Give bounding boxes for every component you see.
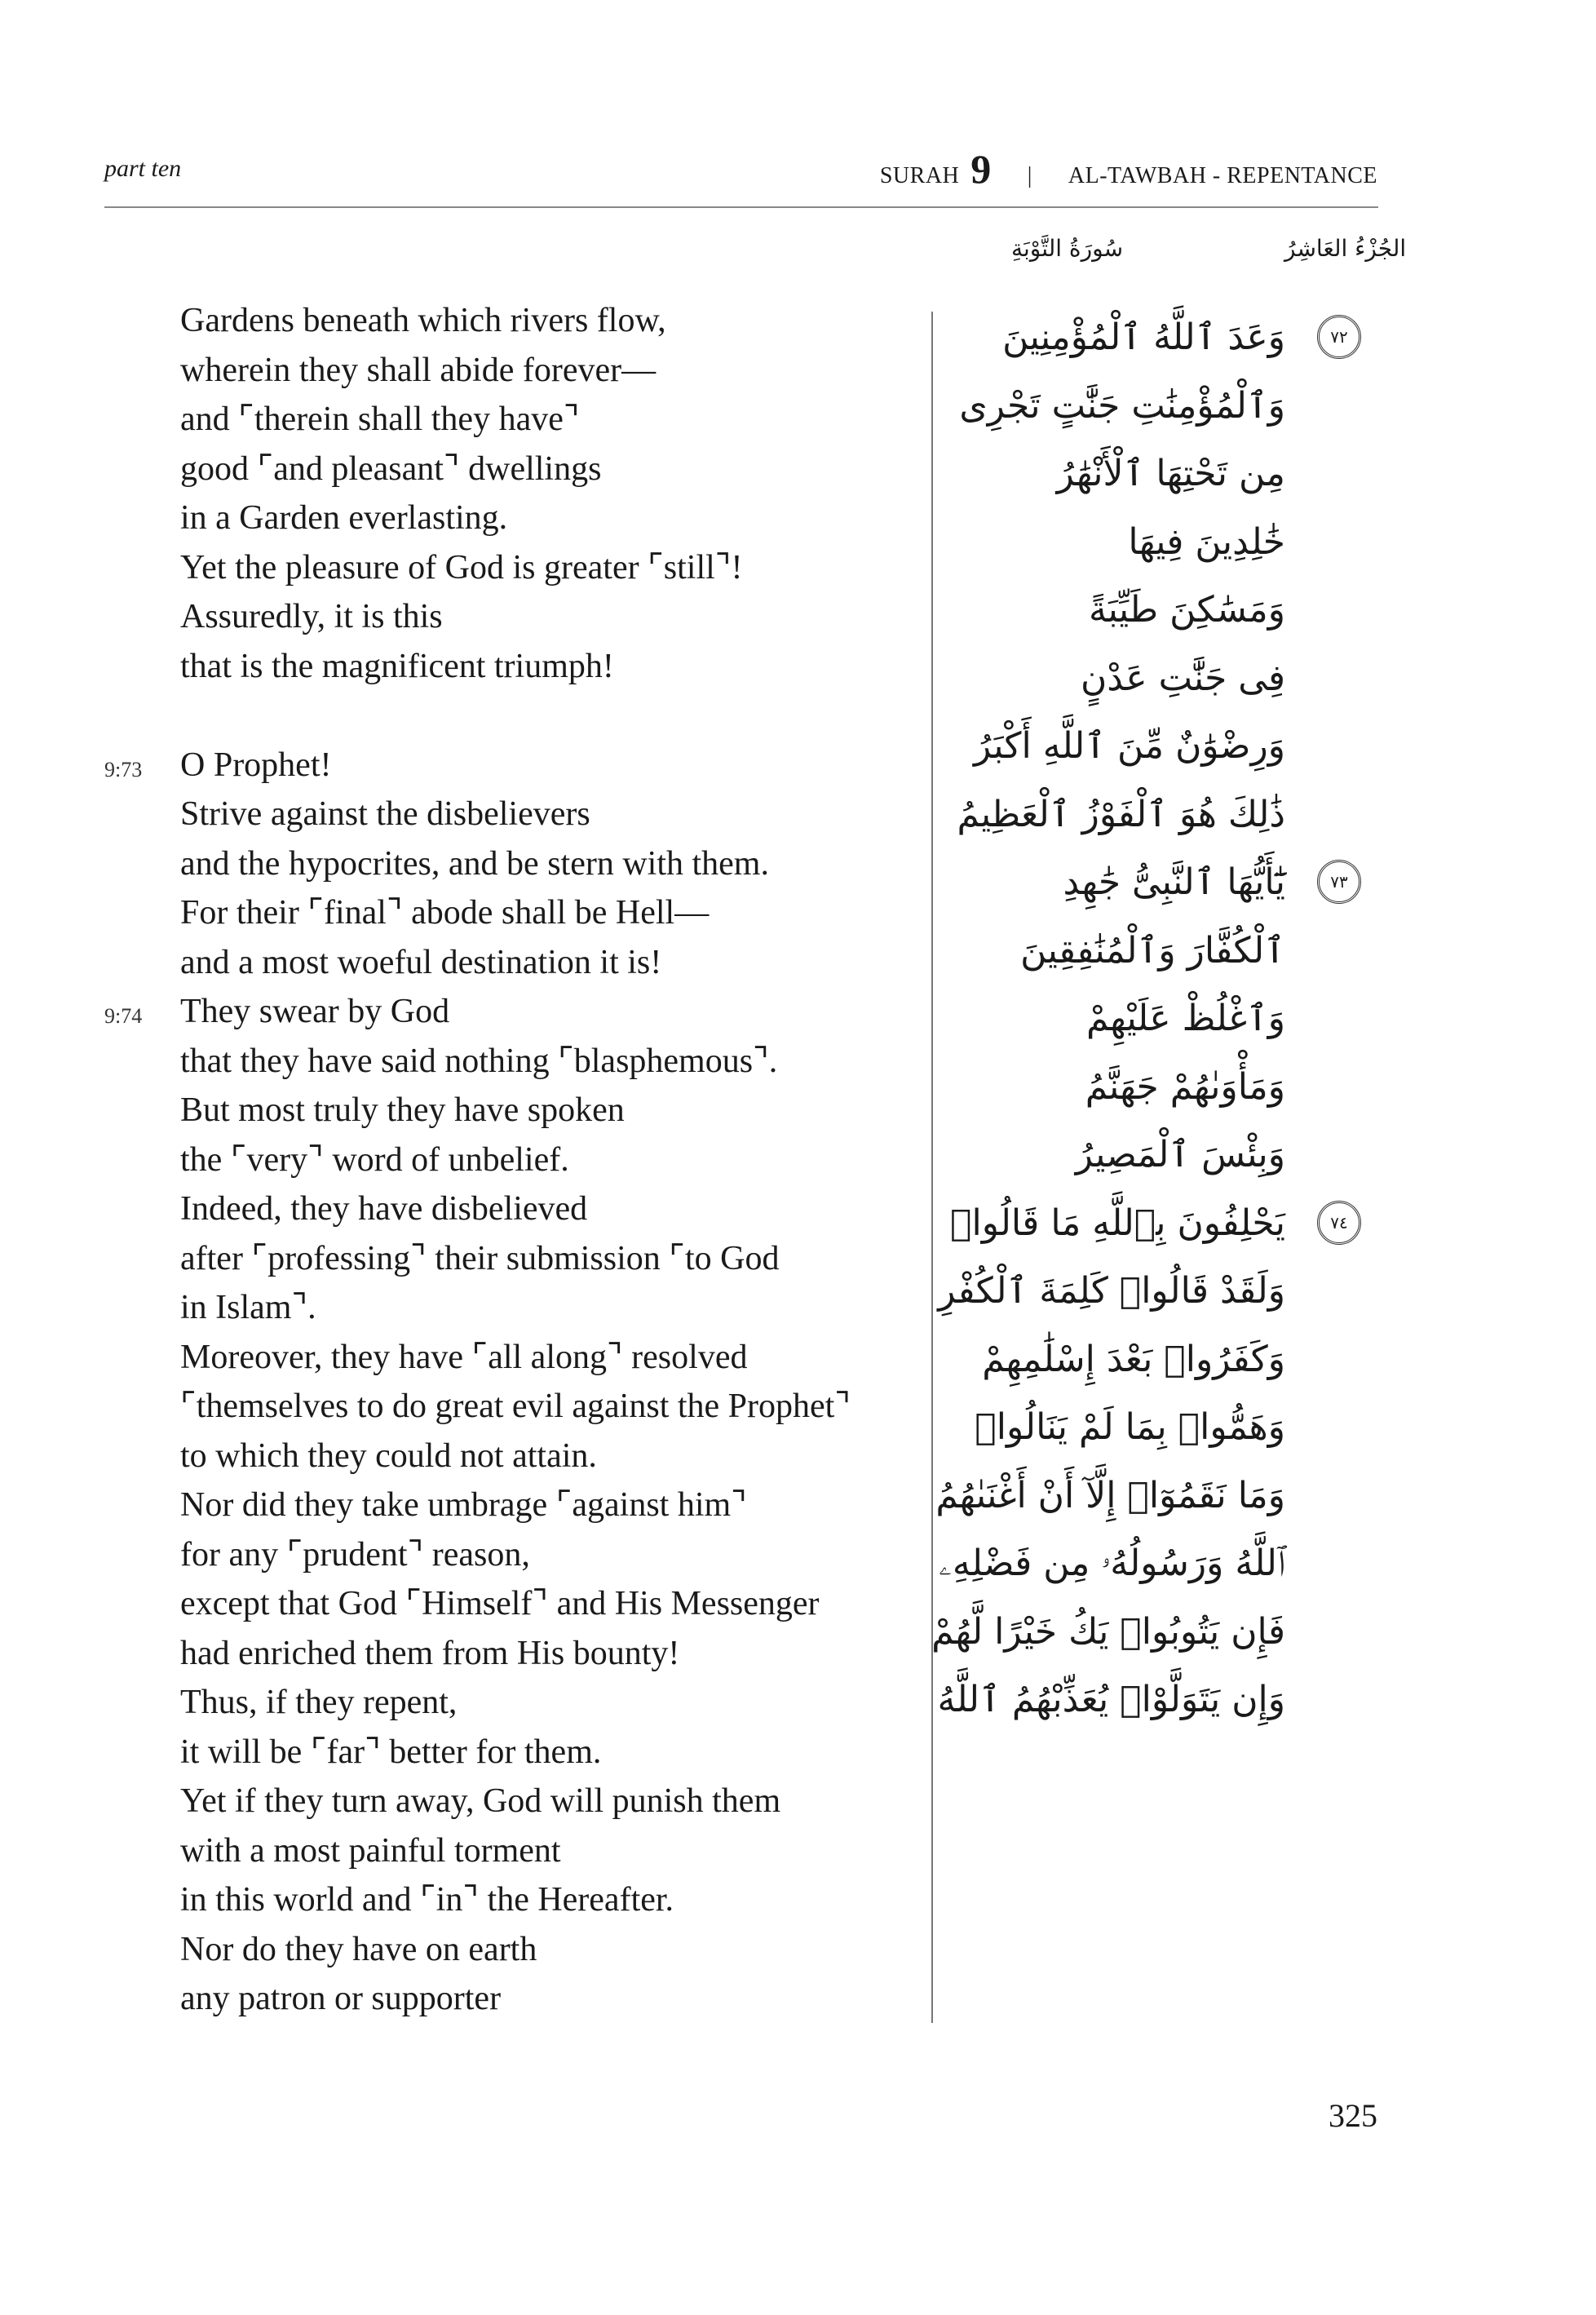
arabic-line: وَهَمُّوا۟ بِمَا لَمْ يَنَالُوا۟ [975,1406,1285,1448]
surah-label: SURAH [879,163,960,188]
running-head-surah [880,145,1377,193]
arabic-line: وَكَفَرُوا۟ بَعْدَ إِسْلَٰمِهِمْ [982,1338,1285,1380]
translation-line: For their ⌜final⌝ abode shall be Hell— [180,894,710,932]
arabic-line: فِى جَنَّٰتِ عَدْنٍ [1080,657,1285,699]
surah-name: AL-TAWBAH - REPENTANCE [1068,163,1377,188]
running-head-part: part ten [104,155,182,182]
verse-medallion-icon: ٧٤ [1317,1201,1361,1245]
verse-medallion-icon: ٧٢ [1317,315,1361,359]
arabic-line: يَحْلِفُونَ بِٱللَّهِ مَا قَالُوا۟ [950,1202,1285,1244]
verse-medallion-icon: ٧٣ [1317,860,1361,904]
translation-line: in a Garden everlasting. [180,499,508,537]
arabic-line: ٱلْكُفَّارَ وَٱلْمُنَٰفِقِينَ [1020,929,1285,972]
translation-line: But most truly they have spoken [180,1091,625,1129]
arabic-line: خَٰلِدِينَ فِيهَا [1128,520,1285,563]
column-divider [931,312,933,2023]
page-number: 325 [1329,2097,1377,2134]
translation-line: Gardens beneath which rivers flow, [180,302,666,339]
translation-line: that they have said nothing ⌜blasphemous⌝. [180,1042,778,1080]
arabic-line: يَٰٓأَيُّهَا ٱلنَّبِىُّ جَٰهِدِ [1063,861,1285,903]
arabic-line: وَإِن يَتَوَلَّوْا۟ يُعَذِّبْهُمُ ٱللَّهُ [937,1679,1285,1720]
arabic-line: وَعَدَ ٱللَّهُ ٱلْمُؤْمِنِينَ [1002,316,1285,358]
arabic-line: فَإِن يَتُوبُوا۟ يَكُ خَيْرًا لَّهُمْ [931,1610,1285,1653]
translation-line: it will be ⌜far⌝ better for them. [180,1733,602,1771]
verse-number: 9:74 [104,1004,143,1028]
translation-line: Yet the pleasure of God is greater ⌜still⌝! [180,548,743,586]
surah-number: 9 [970,146,992,192]
translation-line: in Islam⌝. [180,1289,316,1326]
translation-line: any patron or supporter [180,1980,502,2017]
translation-line: and ⌜therein shall they have⌝ [180,401,580,438]
header-rule [104,206,1378,208]
translation-line: wherein they shall abide forever— [180,351,657,389]
arabic-line: ذَٰلِكَ هُوَ ٱلْفَوْزُ ٱلْعَظِيمُ [957,793,1285,835]
translation-line: and the hypocrites, and be stern with them. [180,844,769,883]
verse-number: 9:73 [104,757,143,781]
arabic-juz-heading: الجُزْءُ العَاشِرُ [1284,235,1407,262]
translation-line: had enriched them from His bounty! [180,1634,680,1672]
arabic-line: وَمَا نَقَمُوٓا۟ إِلَّآ أَنْ أَغْنَىٰهُمُ [935,1474,1285,1516]
translation-line: Indeed, they have disbelieved [180,1190,588,1228]
arabic-line: ٱللَّهُ وَرَسُولُهُۥ مِن فَضْلِهِۦ [939,1543,1285,1584]
translation-line: for any ⌜prudent⌝ reason, [180,1535,530,1574]
arabic-line: وَبِئْسَ ٱلْمَصِيرُ [1075,1134,1285,1175]
translation-line: that is the magnificent triumph! [180,647,614,685]
translation-line: except that God ⌜Himself⌝ and His Messenger [180,1585,820,1622]
translation-line: and a most woeful destination it is! [180,943,662,981]
translation-line: to which they could not attain. [180,1436,597,1475]
translation-line: ⌜themselves to do great evil against the Prophet⌝ [180,1388,851,1425]
arabic-surah-heading: سُورَةُ التَّوْبَةِ [1011,235,1124,262]
translation-line: Moreover, they have ⌜all along⌝ resolved [180,1338,748,1376]
arabic-line: وَلَقَدْ قَالُوا۟ كَلِمَةَ ٱلْكُفْرِ [938,1270,1285,1312]
translation-line: Nor did they take umbrage ⌜against him⌝ [180,1486,747,1524]
translation-line: They swear by God [180,993,450,1030]
translation-line: Nor do they have on earth [180,1930,537,1968]
translation-line: Yet if they turn away, God will punish them [180,1782,781,1820]
translation-line: the ⌜very⌝ word of unbelief. [180,1140,569,1179]
translation-line: good ⌜and pleasant⌝ dwellings [180,449,602,488]
arabic-line: وَمَأْوَىٰهُمْ جَهَنَّمُ [1085,1065,1285,1108]
translation-line: O Prophet! [180,746,332,784]
translation-line: Strive against the disbelievers [180,795,590,833]
arabic-line: وَٱلْمُؤْمِنَٰتِ جَنَّٰتٍ تَجْرِى [959,384,1285,427]
translation-line: after ⌜professing⌝ their submission ⌜to God [180,1239,780,1277]
header-separator: | [1027,163,1032,188]
translation-line: Thus, if they repent, [180,1684,458,1721]
translation-line: Assuredly, it is this [180,598,443,635]
arabic-line: مِن تَحْتِهَا ٱلْأَنْهَٰرُ [1056,453,1285,494]
arabic-line: وَمَسَٰكِنَ طَيِّبَةً [1088,589,1285,631]
arabic-line: وَرِضْوَٰنٌ مِّنَ ٱللَّهِ أَكْبَرُ [974,725,1285,767]
translation-line: with a most painful torment [180,1831,561,1870]
arabic-line: وَٱغْلُظْ عَلَيْهِمْ [1085,998,1285,1039]
translation-line: in this world and ⌜in⌝ the Hereafter. [180,1881,674,1919]
